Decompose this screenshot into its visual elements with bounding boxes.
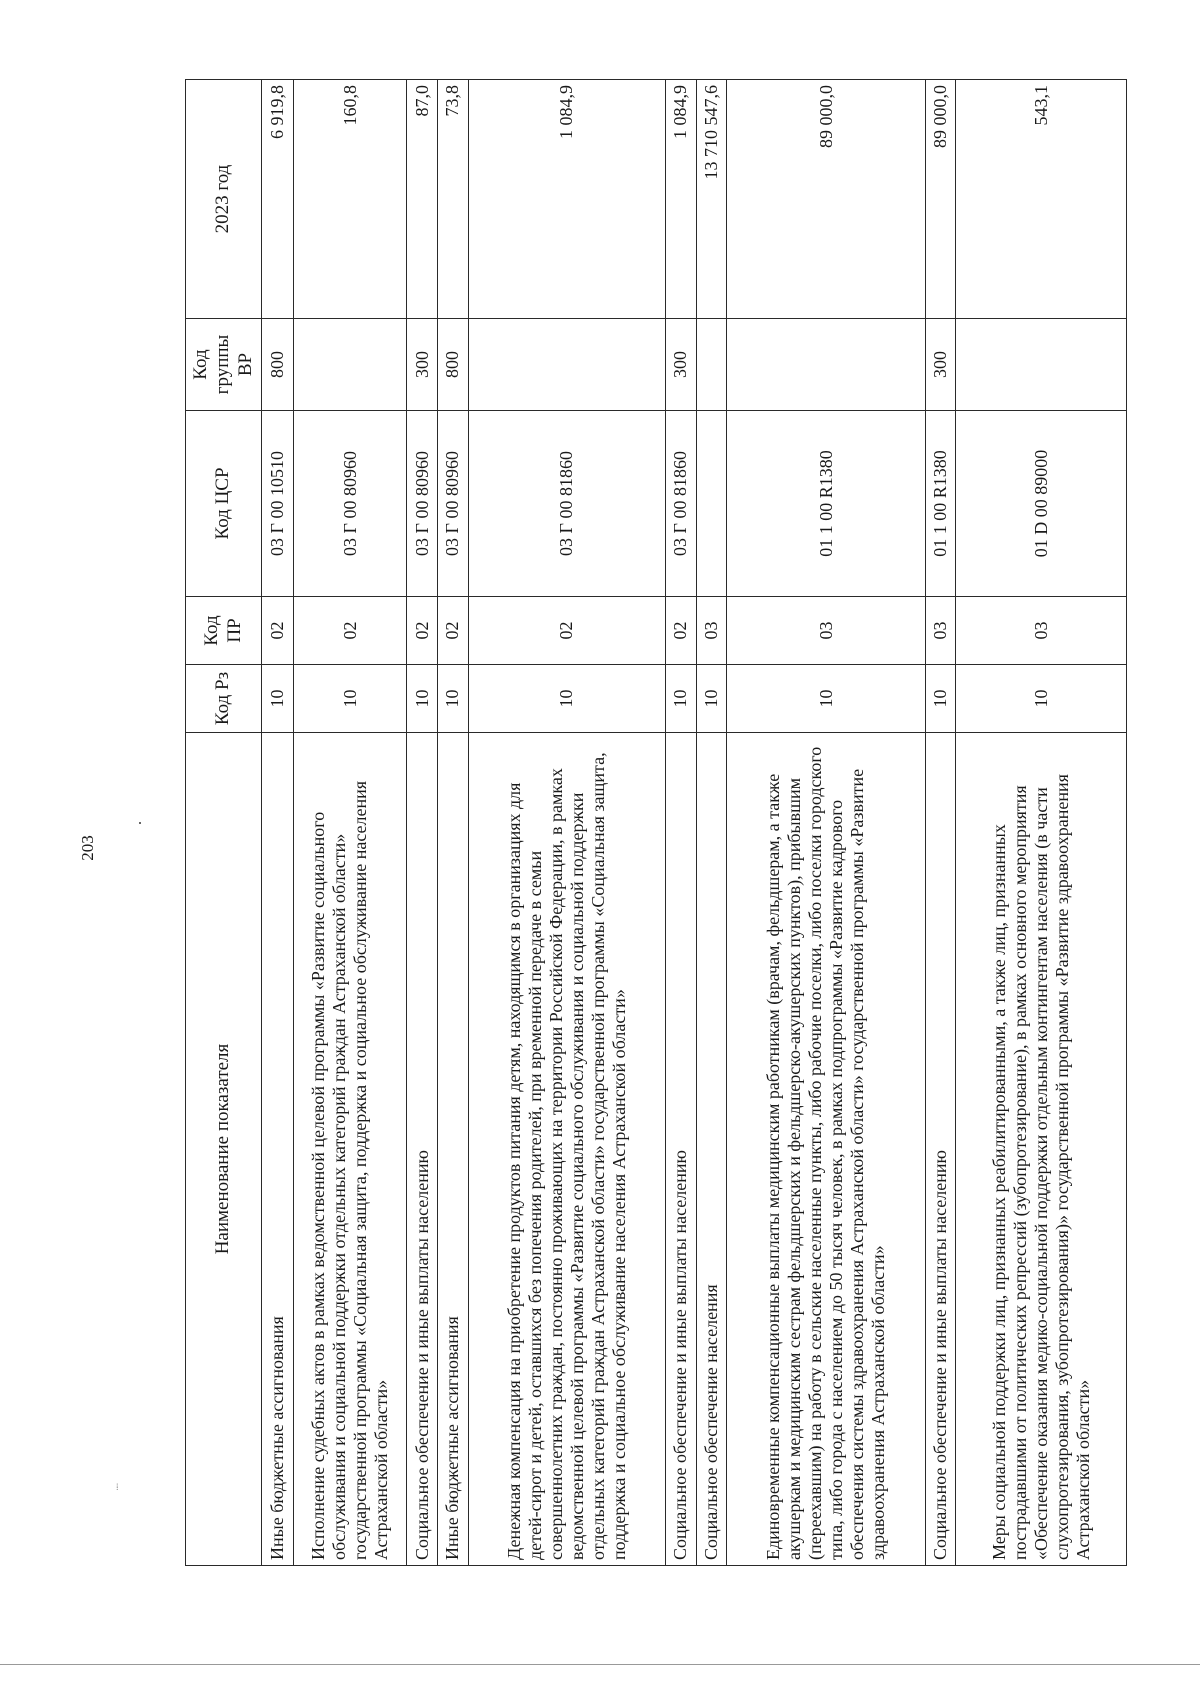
budget-table-rotated <box>185 80 1127 1566</box>
row-rz: 10 <box>665 665 696 733</box>
row-name: Иные бюджетные ассигнования <box>262 733 294 1566</box>
row-amount: 1 084,9 <box>665 80 696 319</box>
table-row <box>925 80 956 1566</box>
header-pr: Код ПР <box>186 597 262 665</box>
row-rz: 10 <box>468 665 665 733</box>
row-csr: 03 Г 00 80960 <box>293 411 406 597</box>
budget-table <box>185 79 1127 1566</box>
row-vr: 800 <box>438 319 469 411</box>
row-vr: 300 <box>925 319 956 411</box>
row-amount: 89 000,0 <box>925 80 956 319</box>
row-rz: 10 <box>293 665 406 733</box>
table-row <box>262 80 294 1566</box>
row-pr: 03 <box>696 597 727 665</box>
row-pr: 02 <box>262 597 294 665</box>
row-name: Денежная компенсация на приобретение продуктов питания детям, находящимся в организациях для детей-сирот и детей, оставшихся без попечения родителей, при временной передаче в семьи совершеннолетних граждан, постоянно проживающих на территории Российской Федерации, в рамках ведомственной целевой программы «Развитие социального обслуживания и социальной поддержки отдельных категорий граждан Астраханской области» государственной программы «Социальная защита, поддержка и социальное обслуживание населения Астраханской области» <box>468 733 665 1566</box>
row-pr: 02 <box>438 597 469 665</box>
row-vr <box>468 319 665 411</box>
row-rz: 10 <box>262 665 294 733</box>
row-csr: 01 1 00 R1380 <box>925 411 956 597</box>
row-name: Социальное обеспечение и иные выплаты населению <box>407 733 438 1566</box>
row-csr: 03 Г 00 81860 <box>468 411 665 597</box>
header-year: 2023 год <box>186 80 262 319</box>
scan-corner-mark: ⁞ <box>116 1482 119 1492</box>
row-pr: 03 <box>956 597 1127 665</box>
row-csr: 03 Г 00 10510 <box>262 411 294 597</box>
header-name: Наименование показателя <box>186 733 262 1566</box>
row-name: Социальное обеспечение и иные выплаты населению <box>925 733 956 1566</box>
row-vr <box>727 319 925 411</box>
row-vr <box>293 319 406 411</box>
table-row <box>293 80 406 1566</box>
row-name: Социальное обеспечение населения <box>696 733 727 1566</box>
table-row <box>665 80 696 1566</box>
table-row <box>407 80 438 1566</box>
table-row <box>438 80 469 1566</box>
row-amount: 13 710 547,6 <box>696 80 727 319</box>
row-name: Иные бюджетные ассигнования <box>438 733 469 1566</box>
table-row <box>956 80 1127 1566</box>
header-vr: Код группы ВР <box>186 319 262 411</box>
row-csr: 03 Г 00 80960 <box>407 411 438 597</box>
row-amount: 6 919,8 <box>262 80 294 319</box>
row-csr <box>696 411 727 597</box>
table-row <box>727 80 925 1566</box>
row-pr: 02 <box>665 597 696 665</box>
row-pr: 03 <box>925 597 956 665</box>
scan-speck <box>139 822 141 824</box>
row-rz: 10 <box>438 665 469 733</box>
row-pr: 02 <box>293 597 406 665</box>
page-bottom-rule <box>0 1664 1200 1665</box>
row-csr: 01 D 00 89000 <box>956 411 1127 597</box>
row-rz: 10 <box>696 665 727 733</box>
row-name: Исполнение судебных актов в рамках ведомственной целевой программы «Развитие социального обслуживания и социальной поддержки отдельных категорий граждан Астраханской области» государственной программы «Социальная защита, поддержка и социальное обслуживание населения Астраханской области» <box>293 733 406 1566</box>
row-csr: 03 Г 00 80960 <box>438 411 469 597</box>
row-csr: 01 1 00 R1380 <box>727 411 925 597</box>
row-csr: 03 Г 00 81860 <box>665 411 696 597</box>
table-row <box>468 80 665 1566</box>
row-vr <box>956 319 1127 411</box>
row-pr: 02 <box>407 597 438 665</box>
row-vr: 300 <box>407 319 438 411</box>
row-pr: 02 <box>468 597 665 665</box>
row-rz: 10 <box>727 665 925 733</box>
row-amount: 73,8 <box>438 80 469 319</box>
row-vr <box>696 319 727 411</box>
row-rz: 10 <box>407 665 438 733</box>
row-amount: 89 000,0 <box>727 80 925 319</box>
page-number: 203 <box>78 835 97 861</box>
row-rz: 10 <box>925 665 956 733</box>
header-rz: Код Рз <box>186 665 262 733</box>
row-pr: 03 <box>727 597 925 665</box>
table-row <box>696 80 727 1566</box>
row-rz: 10 <box>956 665 1127 733</box>
header-csr: Код ЦСР <box>186 411 262 597</box>
table-header-row <box>186 80 262 1566</box>
row-name: Социальное обеспечение и иные выплаты населению <box>665 733 696 1566</box>
row-name: Единовременные компенсационные выплаты медицинским работникам (врачам, фельдшерам, а также акушеркам и медицинским сестрам фельдшерских и фельдшерско-акушерских пунктов), прибывшим (переехавшим) на работу в сельские населенные пункты, либо рабочие поселки, либо поселки городского типа, либо города с населением до 50 тысяч человек, в рамках подпрограммы «Развитие кадрового обеспечения системы здравоохранения Астраханской области» государственной программы «Развитие здравоохранения Астраханской области» <box>727 733 925 1566</box>
row-amount: 543,1 <box>956 80 1127 319</box>
row-name: Меры социальной поддержки лиц, признанных реабилитированными, а также лиц, признанных пострадавшими от политических репрессий (зубопротезирование), в рамках основного мероприятия «Обеспечение оказания медико-социальной поддержки отдельным контингентам населения (в части слухопротезирования, зубопротезирования)» государственной программы «Развитие здравоохранения Астраханской области» <box>956 733 1127 1566</box>
row-amount: 1 084,9 <box>468 80 665 319</box>
row-vr: 800 <box>262 319 294 411</box>
row-amount: 87,0 <box>407 80 438 319</box>
row-vr: 300 <box>665 319 696 411</box>
row-amount: 160,8 <box>293 80 406 319</box>
